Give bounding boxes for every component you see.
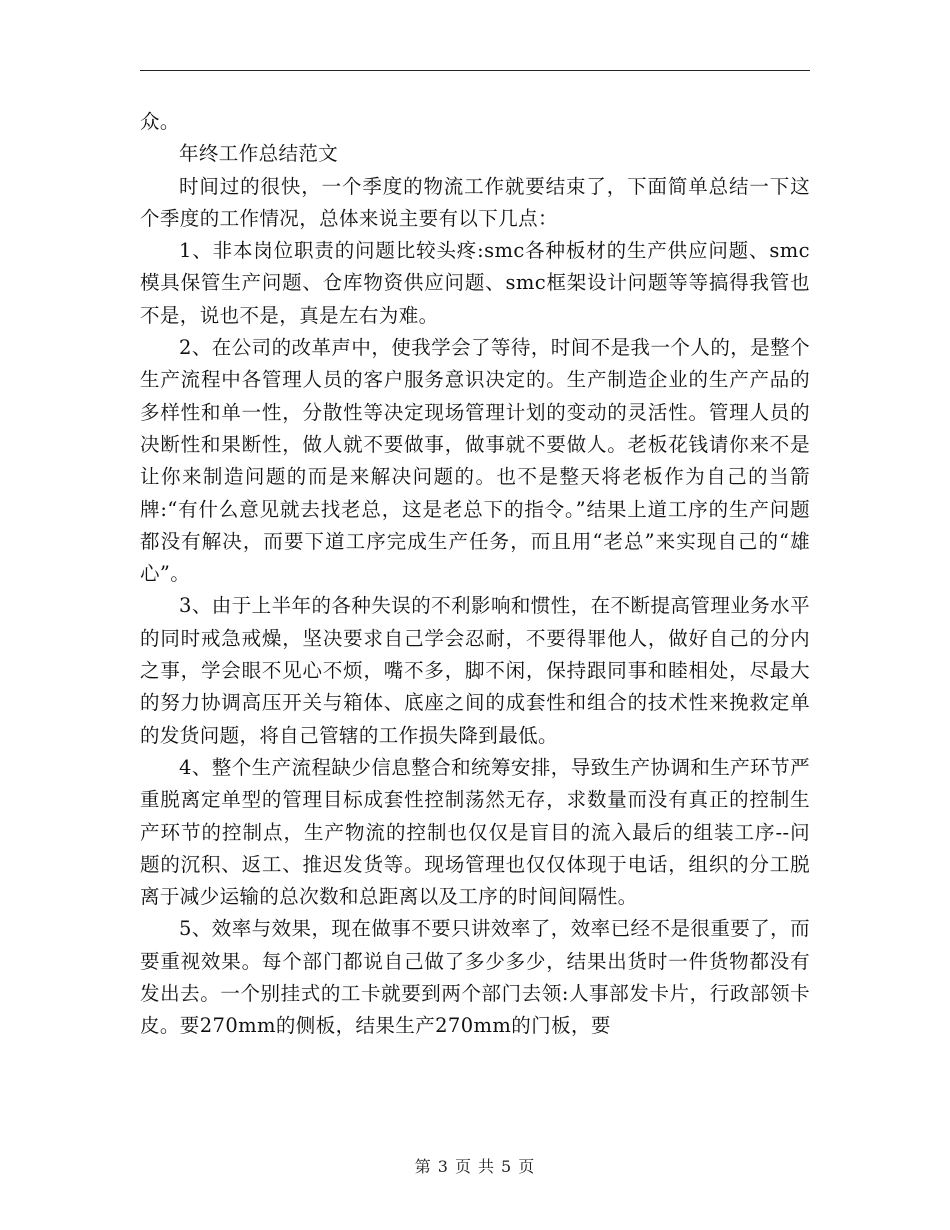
paragraph-intro: 时间过的很快，一个季度的物流工作就要结束了，下面简单总结一下这个季度的工作情况，总体来说主要有以下几点： <box>140 174 810 230</box>
paragraph-item-2: 2、在公司的改革声中，使我学会了等待，时间不是我一个人的，是整个生产流程中各管理人员的客户服务意识决定的。生产制造企业的生产产品的多样性和单一性，分散性等决定现场管理计划的变动的灵活性。管理人员的决断性和果断性，做人就不要做事，做事就不要做人。老板花钱请你来不是让你来制造问题的而是来解决问题的。也不是整天将老板作为自己的当箭牌:“有什么意见就去找老总，这是老总下的指令。”结果上道工序的生产问题都没有解决，而要下道工序完成生产任务，而且用“老总”来实现自己的“雄心”。 <box>140 336 810 586</box>
footer-label-ye: 页 <box>454 1157 472 1176</box>
footer-label-total: 共 <box>478 1157 496 1176</box>
footer-total-pages: 5 <box>501 1157 513 1176</box>
section-heading: 年终工作总结范文 <box>179 142 339 166</box>
footer-label-page: 第 <box>414 1157 432 1176</box>
page-footer <box>0 1154 950 1177</box>
header-rule <box>140 70 810 71</box>
paragraph-item-1: 1、非本岗位职责的问题比较头疼:smc各种板材的生产供应问题、smc模具保管生产问题、仓库物资供应问题、smc框架设计问题等等搞得我管也不是，说也不是，真是左右为难。 <box>140 239 810 327</box>
paragraph-item-5: 5、效率与效果，现在做事不要只讲效率了，效率已经不是很重要了，而要重视效果。每个部门都说自己做了多少多少，结果出货时一件货物都没有发出去。一个别挂式的工卡就要到两个部门去领:人事部发卡片，行政部领卡皮。要270mm的侧板，结果生产270mm的门板，要 <box>140 917 810 1038</box>
continued-text: 众。 <box>140 110 180 133</box>
paragraph-item-4: 4、整个生产流程缺少信息整合和统筹安排，导致生产协调和生产环节严重脱离定单型的管理目标成套性控制荡然无存，求数量而没有真正的控制生产环节的控制点，生产物流的控制也仅仅是盲目的流入最后的组装工序--问题的沉积、返工、推迟发货等。现场管理也仅仅体现于电话，组织的分工脱离于减少运输的总次数和总距离以及工序的时间间隔性。 <box>140 755 810 909</box>
footer-current-page: 3 <box>437 1157 449 1176</box>
document-body <box>140 106 810 1043</box>
paragraph-item-3: 3、由于上半年的各种失误的不利影响和惯性，在不断提高管理业务水平的同时戒急戒燥，坚决要求自己学会忍耐，不要得罪他人，做好自己的分内之事，学会眼不见心不烦，嘴不多，脚不闲，保持跟同事和睦相处，尽最大的努力协调高压开关与箱体、底座之间的成套性和组合的技术性来挽救定单的发货问题，将自己管辖的工作损失降到最低。 <box>140 594 810 747</box>
footer-label-ye2: 页 <box>518 1157 536 1176</box>
